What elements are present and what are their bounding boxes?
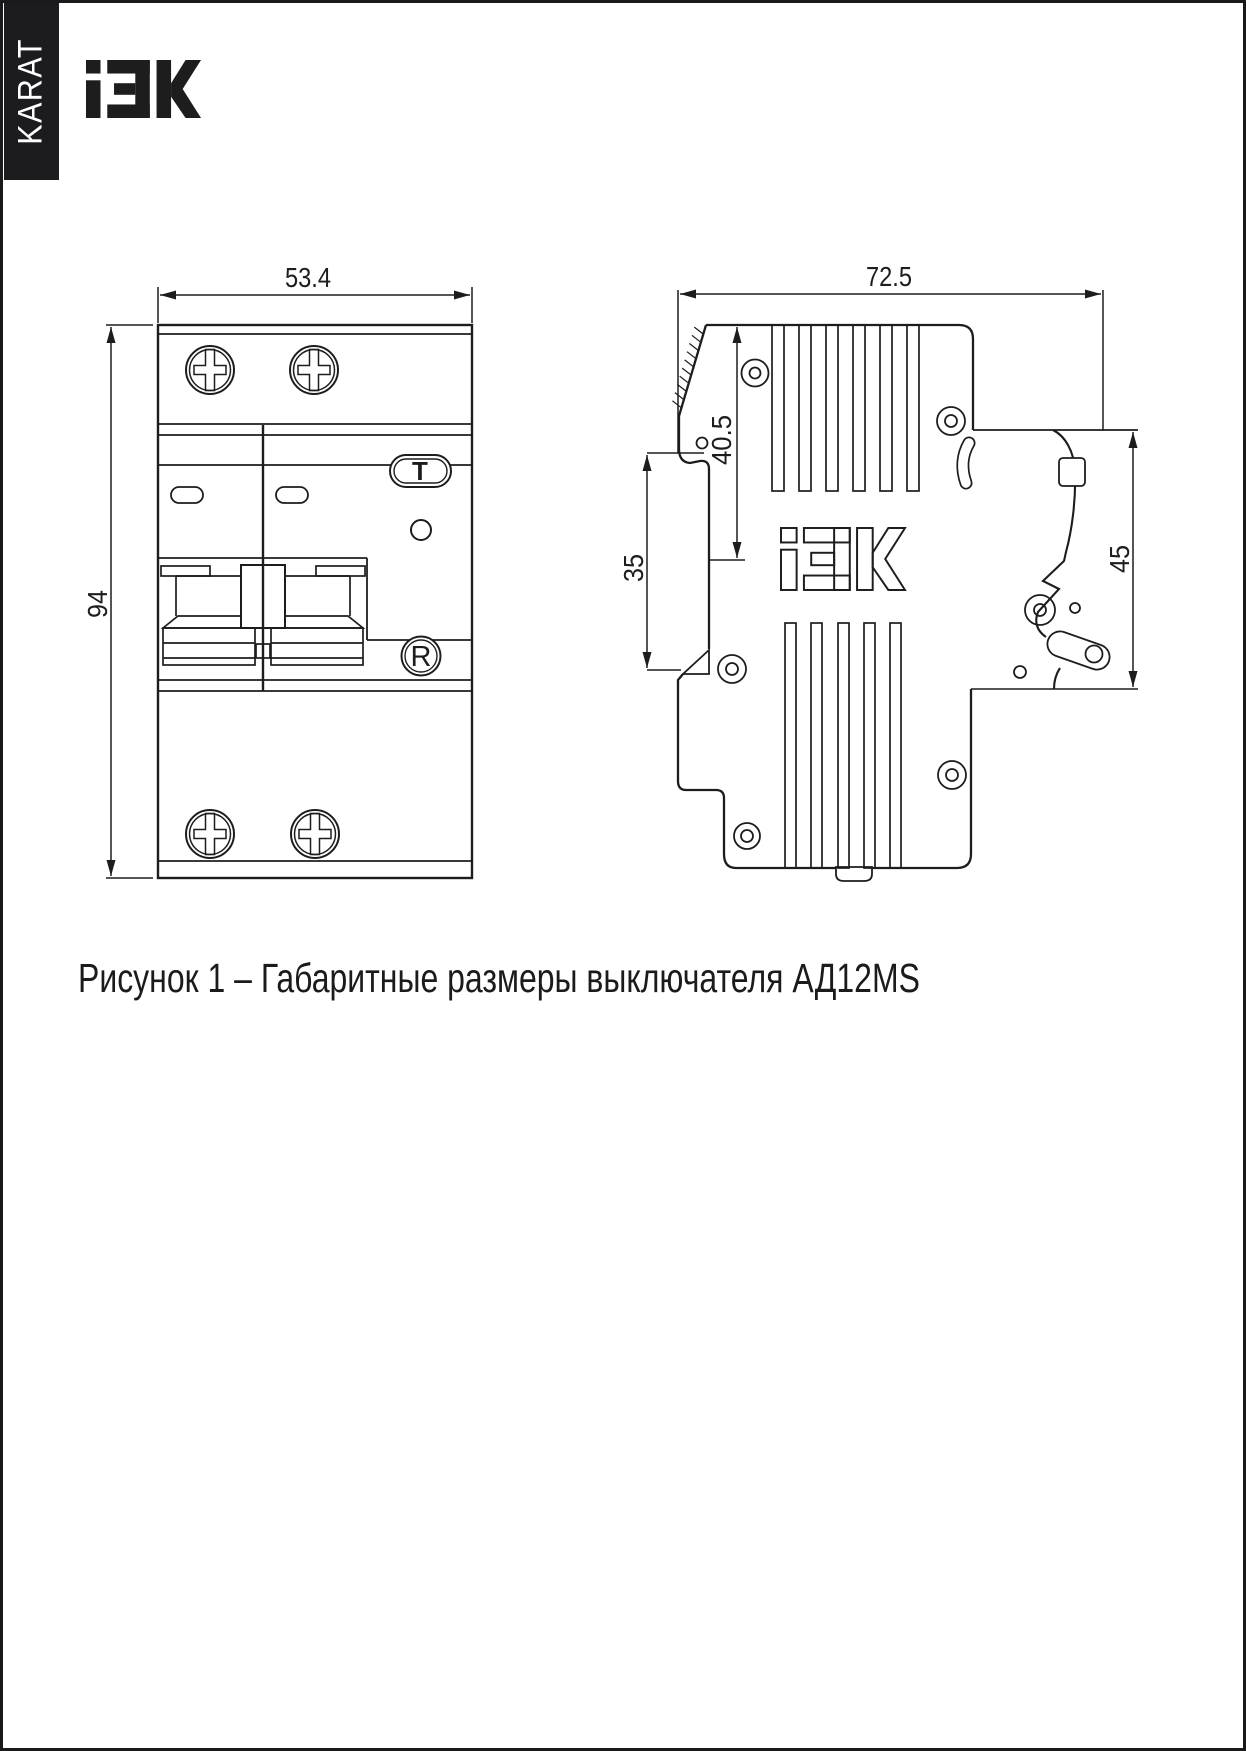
kidney-slot [963,443,969,483]
dim-front-height-label: 94 [82,586,113,618]
din-clip-tip [683,650,709,674]
front-body-outline [158,325,472,878]
test-button-label: T [412,456,428,486]
din-clip-lever [1060,644,1103,663]
dim-side-front-depth-label: 45 [1104,541,1135,573]
side-view-drawing [672,325,1138,881]
din-rail-hook [679,416,709,649]
vent-slots-upper [772,325,919,491]
dim-side-rail-label: 35 [618,550,649,582]
screw-top-right [290,346,338,394]
rivets [697,360,1081,850]
karat-label: KARAT [12,38,50,145]
screw-top-left [186,346,234,394]
front-view-drawing [158,325,472,878]
terminal-tab [1059,458,1085,486]
indicator-window [411,520,431,540]
front-view-dimensions [106,287,472,878]
dim-front-width-label: 53.4 [285,262,331,293]
screw-bottom-right [291,810,339,858]
dim-side-width-label: 72.5 [866,261,912,292]
marking-slot-right [276,487,308,503]
dimension-drawing [3,3,1246,1751]
reset-button-label: R [410,641,432,673]
dim-side-top-depth-label: 40.5 [706,410,737,465]
vent-slots-lower [785,623,901,868]
marking-slot-left [171,487,203,503]
arc-vent-bump [836,867,872,881]
figure-caption: Рисунок 1 – Габаритные размеры выключателя АД12MS [78,955,920,1001]
embossed-iek-logo [781,528,905,590]
screw-bottom-left [186,810,234,858]
hatching [672,327,703,408]
